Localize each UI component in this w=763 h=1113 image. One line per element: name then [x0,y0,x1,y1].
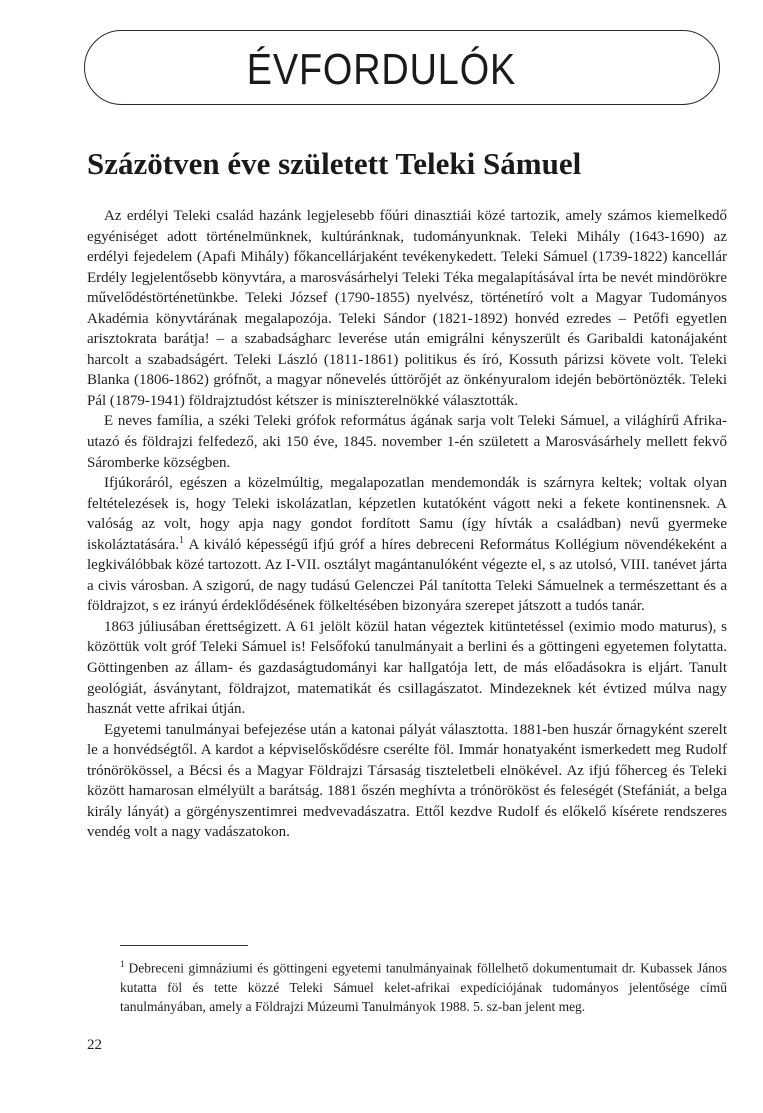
paragraph-text: Ifjúkoráról, egészen a közelmúltig, megalapozatlan mendemondák is szárnyra keltek; voltak olyan feltételezések is, hogy Teleki iskolázatlan, képzetlen kutatóként vágott neki a fekete kontinensnek. A valóság az volt, hogy apja nagy gondot fordított Samu (így hívták a családban) nevű gyermeke iskoláztatására. [87,475,727,553]
paragraph: Egyetemi tanulmányai befejezése után a katonai pályát választotta. 1881-ben huszár őrnagyként szerelt le a honvédségtől. A kardot a képviselőskődésre cserélte föl. Immár honatyaként ismerkedett meg Rudolf trónörökössel, a Bécsi és a Magyar Földrajzi Társaság tiszteletbeli elnökével. Az ifjú főherceg és Teleki között hamarosan elmélyült a barátság. 1881 őszén meghívta a trónörököst és feleségét (Stefániát, a belga király lányát) a görgényszentimrei medvevadászatra. Ettől kezdve Rudolf és előkelő kísérete rendszeres vendég volt a nagy vadászatokon. [87,721,727,841]
footnote-text: Debreceni gimnáziumi és göttingeni egyetemi tanulmányainak föllelhető dokumentumait dr. Kubassek János kutatta föl és tette közzé Teleki Sámuel kelet-afrikai expedíciójának tudományos jelentősége című tanulmányában, amely a Földrajzi Múzeumi Tanulmányok 1988. 5. sz-ban jelent meg. [120,960,727,1014]
article-body [87,206,727,843]
footnote-divider [120,945,248,946]
section-title: ÉVFORDULÓK [246,45,517,94]
paragraph: E neves família, a széki Teleki grófok református ágának sarja volt Teleki Sámuel, a világhírű Afrika-utazó és földrajzi felfedező, aki 150 éve, 1845. november 1-én született a Marosvásárhely mellett fekvő Sáromberke községben. [87,413,727,471]
article-headline: Százötven éve született Teleki Sámuel [87,146,582,181]
footnote-reference[interactable]: 1 [179,534,185,546]
paragraph: 1863 júliusában érettségizett. A 61 jelölt közül hatan végeztek kitüntetéssel (eximio modo maturus), s közöttük volt gróf Teleki Sámuel is! Felsőfokú tanulmányait a berlini és a göttingeni egyetemen folytatta. Göttingenben az állam- és gazdaságtudományi kar hallgatója lett, de más előadásokra is eljárt. Tanult geológiát, ásványtant, földrajzot, matematikát és csillagászatot. Mindezeknek két évtized múlva nagy hasznát vette afrikai útján. [87,618,727,718]
paragraph-text: A kiváló képességű ifjú gróf a híres debreceni Református Kollégium növendékeként a legkiválóbbak közé tartozott. Az I-VII. osztályt magántanulóként végezte el, s az utolsó, VIII. tanévet járta a civis városban. A szigorú, de nagy tudású Gelenczei Pál tanította Teleki Sámuelnek a természettant és a földrajzot, s ez irányú érdeklődésének fölkeltésében bizonyára szerepet játszott a tudós tanár. [87,536,727,615]
page-number: 22 [87,1037,102,1053]
paragraph [87,473,727,617]
paragraph: Az erdélyi Teleki család hazánk legjelesebb főúri dinasztiái közé tartozik, amely számos kiemelkedő egyéniséget adott történelmünknek, kultúránknak, tudományunknak. Teleki Mihály (1643-1690) az erdélyi fejedelem (Apafi Mihály) főkancellárjaként tevékenykedett. Teleki Sámuel (1739-1822) kancellár Erdély legjelentősebb könyvtára, a marosvásárhelyi Teleki Téka megalapításával írta be nevét mindörökre művelődéstörténetünkbe. Teleki József (1790-1855) nyelvész, történetíró volt a Magyar Tudományos Akadémia könyvtárának megalapozója. Teleki Sándor (1821-1892) honvéd ezredes – Petőfi egyetlen arisztokrata barátja! – a szabadságharc leverése után emigrálni kényszerült és Garibaldi katonájaként harcolt a szabadságért. Teleki László (1811-1861) politikus és író, Kossuth párizsi követe volt. Teleki Blanka (1806-1862) grófnőt, a magyar nőnevelés úttörőjét az önkényuralom idején bebörtönözték. Teleki Pál (1879-1941) földrajztudóst kétszer is miniszterelnökké választották. [87,208,727,409]
footnote-marker: 1 [120,959,125,969]
footnote [120,955,727,1016]
